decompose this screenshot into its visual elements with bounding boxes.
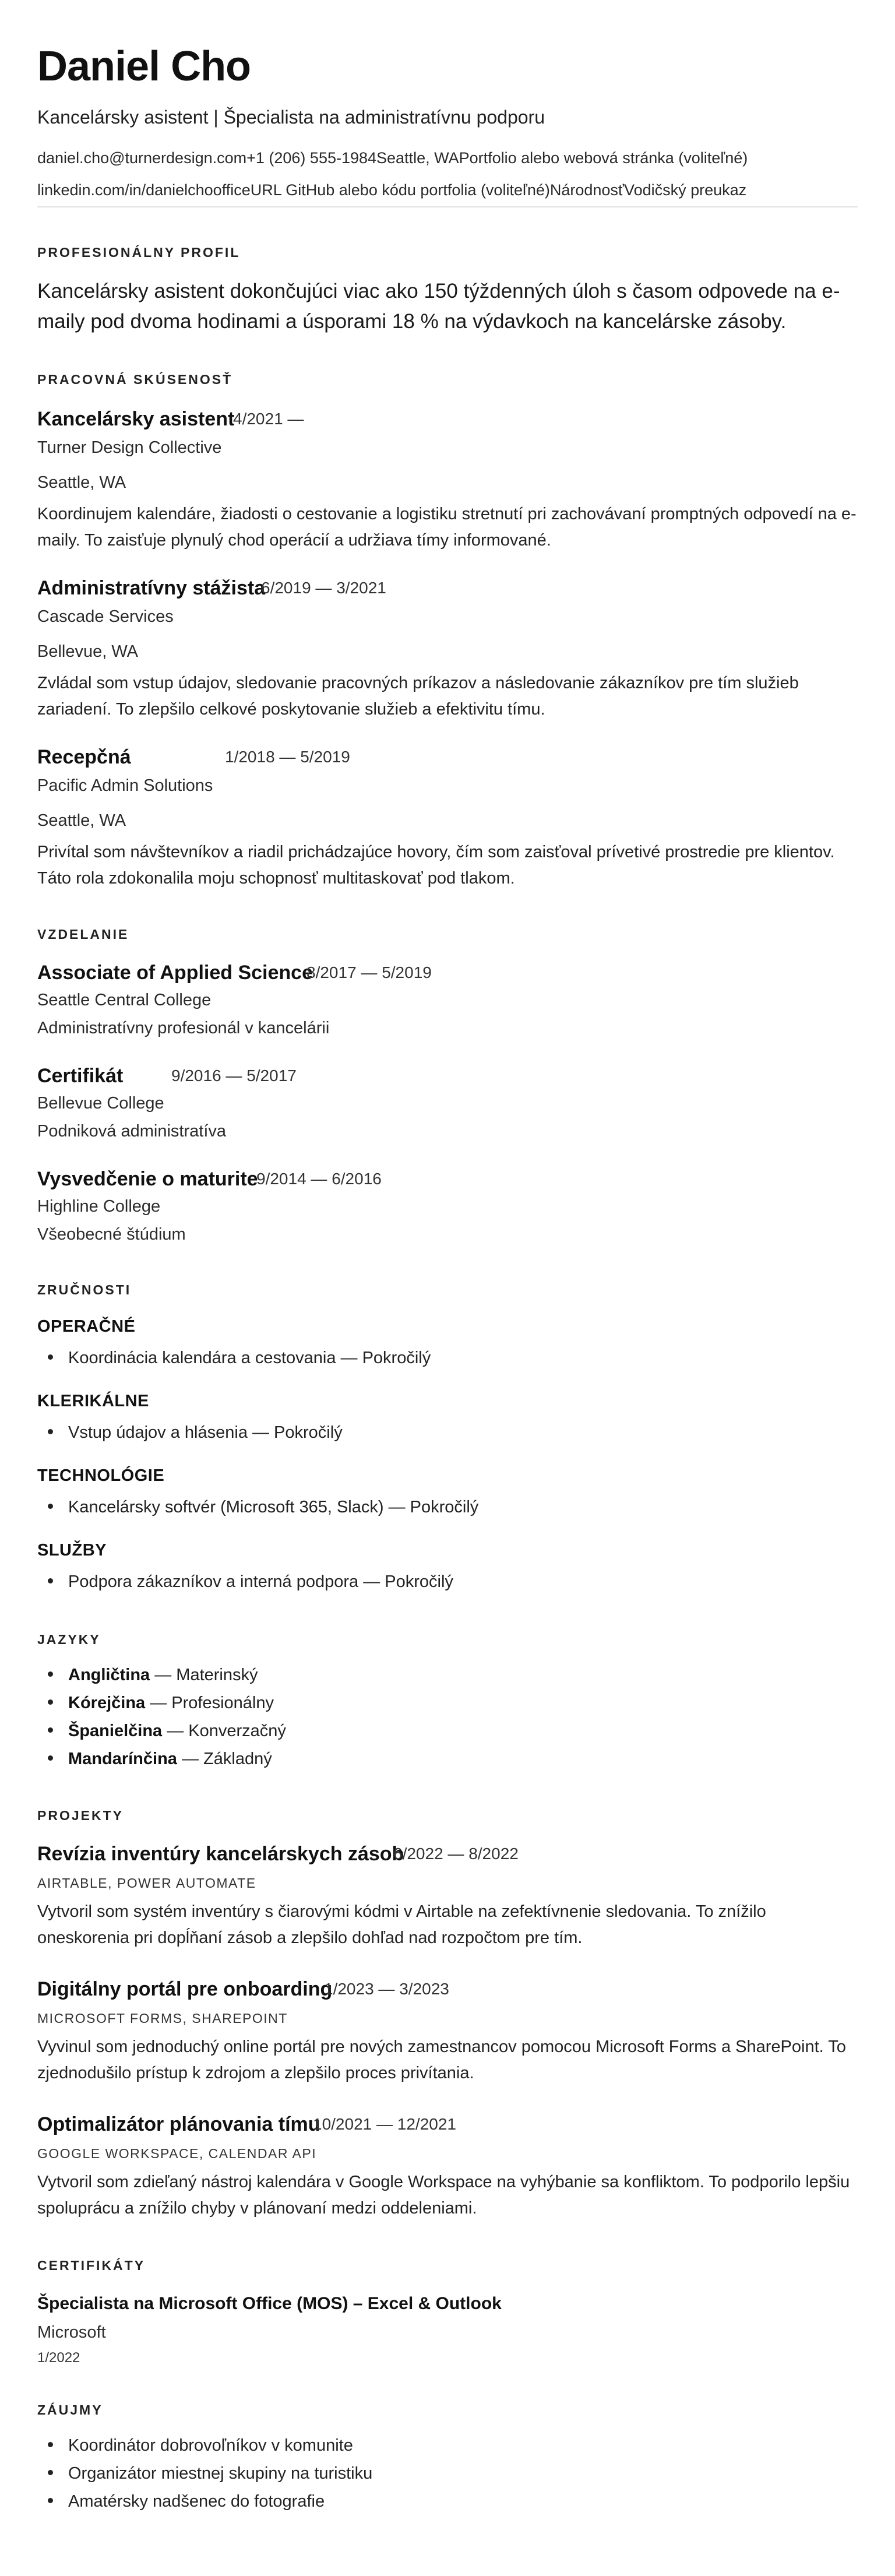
certificate-name: Špecialista na Microsoft Office (MOS) – Excel & Outlook [37,2294,502,2313]
skill-item [37,1572,453,1592]
interest-text: Amatérsky nadšenec do fotografie [68,2492,325,2511]
skill-item-text: Kancelársky softvér (Microsoft 365, Slack) — Pokročilý [68,1498,479,1516]
interest-item [37,2436,353,2455]
education-date: 9/2016 — 5/2017 [171,1067,297,1085]
education-degree: Associate of Applied Science [37,962,313,984]
bullet-icon [48,1727,53,1733]
project-tech: MICROSOFT FORMS, SHAREPOINT [37,2011,288,2026]
job-description: Zvládal som vstup údajov, sledovanie pracovných príkazov a následovanie zákazníkov pre tím služieb zariadení. To zlepšilo celkové poskytovanie služieb a efektivitu tímu. [37,674,799,719]
language-level: — Základný [177,1750,272,1768]
bullet-icon [48,1504,53,1509]
language-level: — Materinský [150,1666,258,1684]
projects-heading: PROJEKTY [37,1808,124,1823]
job-description: Koordinujem kalendáre, žiadosti o cestovanie a logistiku stretnutí pri zachovávaní promptných odpovedí na e-maily. To zaisťuje plynulý chod operácií a udržiava tímy informované. [37,505,857,550]
language-item [37,1750,272,1769]
bullet-icon [48,1578,53,1583]
bullet-icon [48,1671,53,1677]
project-title: Optimalizátor plánovania tímu [37,2113,320,2135]
interest-item [37,2464,372,2483]
languages-heading: JAZYKY [37,1632,101,1647]
education-school: Highline College [37,1197,161,1216]
header-divider [37,206,858,207]
job-location: Seattle, WA [37,473,126,492]
project-date: 10/2021 — 12/2021 [313,2115,456,2133]
education-heading: VZDELANIE [37,927,129,942]
bullet-icon [48,2470,53,2475]
language-item [37,1722,286,1741]
education-school: Bellevue College [37,1094,164,1113]
project-tech: AIRTABLE, POWER AUTOMATE [37,1875,256,1891]
job-title: Kancelársky asistent [37,408,235,430]
education-date: 9/2014 — 6/2016 [256,1170,382,1188]
education-date: 8/2017 — 5/2019 [306,963,432,981]
skill-category: OPERAČNÉ [37,1317,136,1336]
job-company: Turner Design Collective [37,438,222,457]
project-title: Digitálny portál pre onboarding [37,1978,333,2000]
education-field: Všeobecné štúdium [37,1225,186,1244]
interest-item [37,2492,325,2511]
job-date: 4/2021 — [233,410,304,428]
job-date: 1/2018 — 5/2019 [225,748,350,766]
bullet-icon [48,1429,53,1434]
project-date: 1/2023 — 3/2023 [324,1980,449,1998]
skill-category: SLUŽBY [37,1541,107,1560]
project-description: Vytvoril som systém inventúry s čiarovými kódmi v Airtable na zefektívnenie sledovania. To znížilo oneskorenia pri dopĺňaní zásob a zlepšilo dohľad nad rozpočtom pre tím. [37,1902,766,1947]
certificate-issuer: Microsoft [37,2323,106,2342]
profile-heading: PROFESIONÁLNY PROFIL [37,245,241,260]
education-degree: Certifikát [37,1065,124,1087]
skill-item [37,1349,431,1368]
job-company: Cascade Services [37,607,174,626]
education-field: Podniková administratíva [37,1122,226,1141]
skill-item-text: Koordinácia kalendára a cestovania — Pokročilý [68,1349,431,1367]
interest-text: Koordinátor dobrovoľníkov v komunite [68,2436,353,2455]
language-name: Španielčina [68,1722,163,1740]
job-location: Bellevue, WA [37,642,138,661]
skill-item [37,1423,343,1442]
education-school: Seattle Central College [37,991,212,1009]
language-name: Kórejčina [68,1694,146,1712]
job-location: Seattle, WA [37,811,126,830]
interest-text: Organizátor miestnej skupiny na turistiku [68,2464,373,2483]
skill-category: KLERIKÁLNE [37,1392,149,1410]
candidate-name: Daniel Cho [37,43,251,90]
education-field: Administratívny profesionál v kancelárii [37,1019,330,1037]
language-name: Mandarínčina [68,1750,177,1768]
contact-line-2: linkedin.com/in/danielchoofficeURL GitHub alebo kódu portfolia (voliteľné)NárodnosťVodičský preukaz [37,181,747,199]
project-description: Vyvinul som jednoduchý online portál pre nových zamestnancov pomocou Microsoft Forms a SharePoint. To zjednodušilo prístup k zdrojom a zlepšilo proces privítania. [37,2037,846,2082]
project-description: Vytvoril som zdieľaný nástroj kalendára v Google Workspace na vyhýbanie sa konfliktom. To podporilo lepšiu spoluprácu a znížilo chyby v plánovaní medzi oddeleniami. [37,2173,850,2218]
profile-summary: Kancelársky asistent dokončujúci viac ako 150 týždenných úloh s časom odpovede na e-maily pod dvoma hodinami a úsporami 18 % na výdavkoch na kancelárske zásoby. [37,280,840,333]
contact-line-1: daniel.cho@turnerdesign.com+1 (206) 555-1984Seattle, WAPortfolio alebo webová stránka (voliteľné) [37,149,748,167]
job-title: Administratívny stážista [37,577,266,599]
experience-heading: PRACOVNÁ SKÚSENOSŤ [37,372,233,387]
certificates-heading: CERTIFIKÁTY [37,2258,146,2273]
language-level: — Profesionálny [145,1694,274,1712]
bullet-icon [48,2498,53,2503]
language-name: Angličtina [68,1666,150,1684]
language-level: — Konverzačný [162,1722,286,1740]
skill-category: TECHNOLÓGIE [37,1466,165,1485]
skills-heading: ZRUČNOSTI [37,1282,132,1297]
bullet-icon [48,1354,53,1360]
bullet-icon [48,1699,53,1705]
skill-item-text: Vstup údajov a hlásenia — Pokročilý [68,1423,343,1442]
bullet-icon [48,2442,53,2447]
language-item [37,1666,258,1685]
job-description: Privítal som návštevníkov a riadil prichádzajúce hovory, čím som zaisťoval prívetivé prostredie pre klientov. Táto rola zdokonalila moju schopnosť multitaskovať pod tlakom. [37,843,835,888]
project-title: Revízia inventúry kancelárskych zásob [37,1843,404,1865]
skill-item-text: Podpora zákazníkov a interná podpora — Pokročilý [68,1572,453,1591]
project-date: 6/2022 — 8/2022 [393,1845,519,1863]
language-item [37,1694,274,1713]
candidate-title: Kancelársky asistent | Špecialista na administratívnu podporu [37,107,545,128]
bullet-icon [48,1755,53,1761]
job-date: 6/2019 — 3/2021 [261,579,386,597]
interests-heading: ZÁUJMY [37,2402,103,2417]
job-company: Pacific Admin Solutions [37,776,213,795]
skill-item [37,1498,478,1517]
job-title: Recepčná [37,746,131,768]
certificate-date: 1/2022 [37,2350,80,2366]
project-tech: GOOGLE WORKSPACE, CALENDAR API [37,2146,317,2161]
education-degree: Vysvedčenie o maturite [37,1168,258,1190]
